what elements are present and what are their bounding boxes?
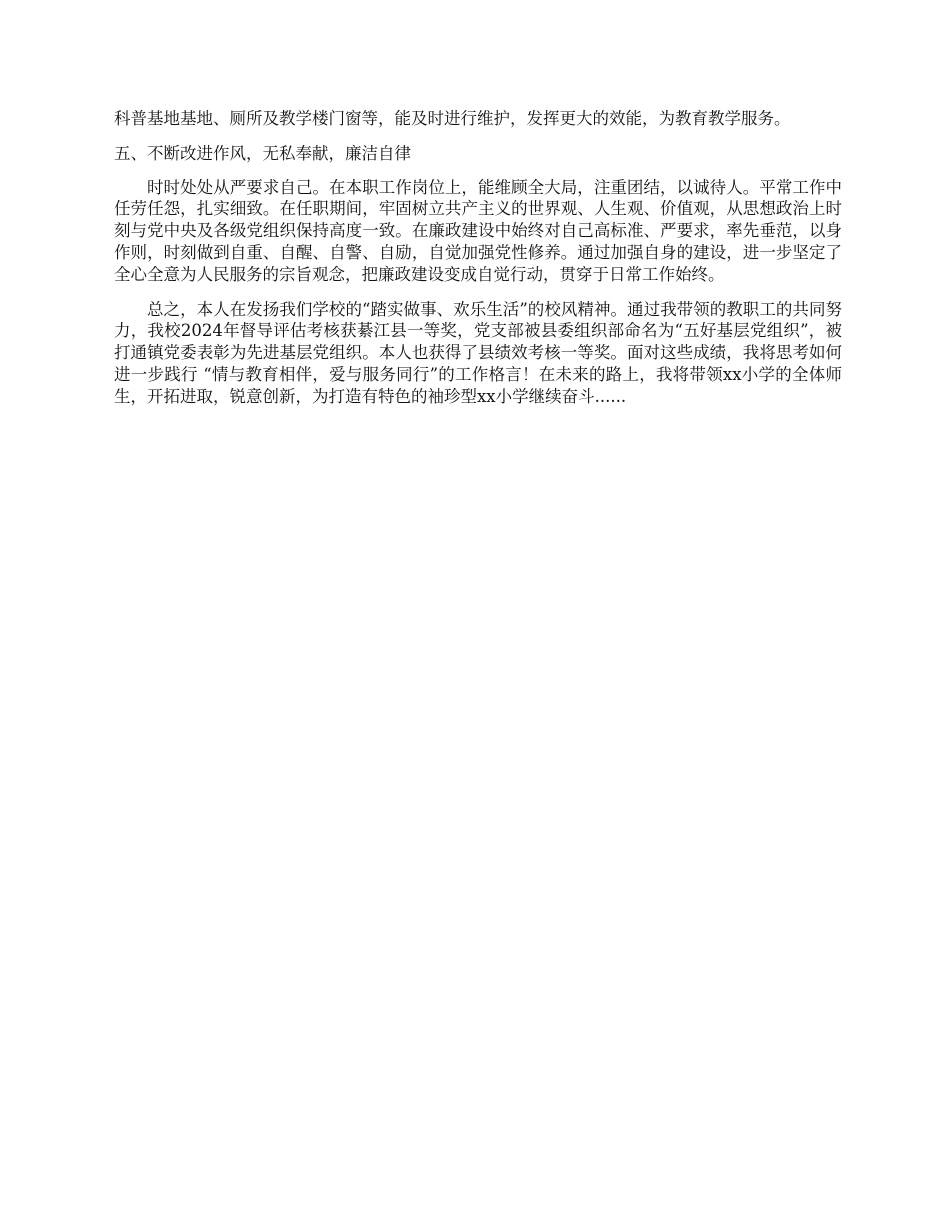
conduct-paragraph: 时时处处从严要求自己。在本职工作岗位上，能维顾全大局，注重团结，以诚待人。平常工作中任劳任怨，扎实细致。在任职期间，牢固树立共产主义的世界观、人生观、价值观，从思想政治上时刻与党中央及各级党组织保持高度一致。在廉政建设中始终对自己高标准、严要求，率先垂范，以身作则，时刻做到自重、自醒、自警、自励，自觉加强党性修养。通过加强自身的建设，进一步坚定了全心全意为人民服务的宗旨观念，把廉政建设变成自觉行动，贯穿于日常工作始终。 <box>114 177 842 284</box>
intro-paragraph: 科普基地基地、厕所及教学楼门窗等，能及时进行维护，发挥更大的效能，为教育教学服务。 <box>114 109 791 128</box>
section-five-heading: 五、不断改进作风，无私奉献，廉洁自律 <box>114 143 411 163</box>
summary-paragraph: 总之，本人在发扬我们学校的“踏实做事、欢乐生活”的校风精神。通过我带领的教职工的共同努力，我校2024年督导评估考核获綦江县一等奖，党支部被县委组织部命名为“五好基层党组织”，被打通镇党委表彰为先进基层党组织。本人也获得了县绩效考核一等奖。面对这些成绩，我将思考如何进一步践行 “情与教育相伴，爱与服务同行”的工作格言！在未来的路上，我将带领xx小学的全体师生，开拓进取，锐意创新，为打造有特色的袖珍型xx小学继续奋斗...... <box>114 299 842 406</box>
document-body <box>114 108 842 408</box>
